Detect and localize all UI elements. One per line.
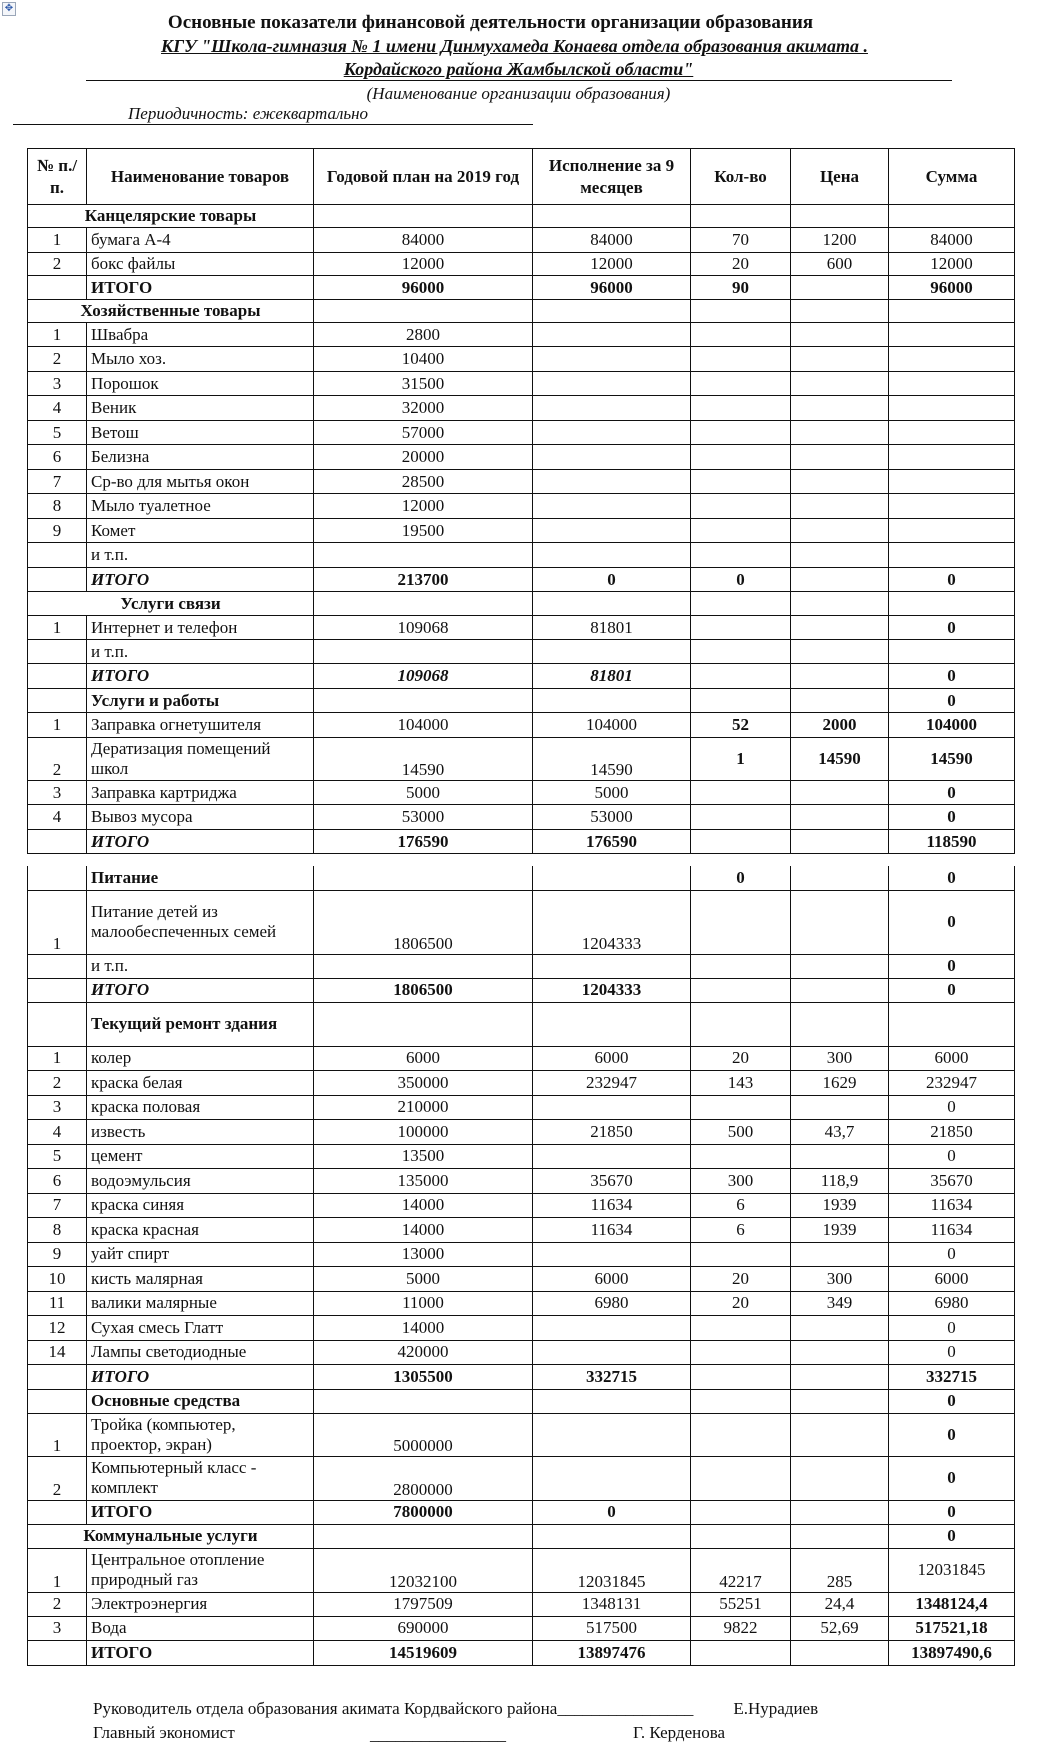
table-row: 1 колер 6000 6000 20 300 6000 [28, 1046, 1015, 1070]
total-row: ИТОГО 7800000 0 0 [28, 1500, 1015, 1524]
table-row: 8 краска красная 14000 11634 6 1939 11634 [28, 1217, 1015, 1242]
table-row: 2 Дератизация помещений школ 14590 14590 1 14590 14590 [28, 738, 1015, 781]
table-row: 4 Вывоз мусора 53000 53000 0 [28, 805, 1015, 830]
organization-name-line2: Кордайского района Жамбылской области" [343, 59, 694, 79]
section-title: Хозяйственные товары [28, 300, 314, 323]
col-header-execution: Исполнение за 9 месяцев [533, 149, 691, 205]
total-row: ИТОГО 1806500 1204333 0 [28, 978, 1015, 1002]
section-title: Канцелярские товары [28, 205, 314, 228]
organization-name-line1: КГУ "Школа-гимназия № 1 имени Динмухамеда Конаева отдела образования акимата . [161, 36, 868, 56]
table-row: 11 валики малярные 11000 6980 20 349 6980 [28, 1291, 1015, 1315]
signature-economist-name: Г. Керденова [633, 1723, 726, 1742]
table-row: 9 Комет 19500 [28, 519, 1015, 543]
section-title: Услуги связи [28, 592, 314, 616]
section-header-row: Основные средства 0 [28, 1389, 1015, 1413]
section-title: Коммунальные услуги [28, 1524, 314, 1548]
organization-caption: (Наименование организации образования) [366, 84, 671, 103]
economist-signature-line: ________________ [370, 1725, 506, 1744]
section-header-row [28, 300, 1015, 323]
table-row: 2 Компьютерный класс - комплект 2800000 0 [28, 1456, 1015, 1500]
section-header-row: Услуги и работы 0 [28, 689, 1015, 713]
table-move-handle-icon[interactable]: ✥ [2, 2, 16, 16]
section-title: Питание [87, 866, 314, 890]
head-signature-line: ________________ [557, 1699, 694, 1718]
table-row: и т.п. [28, 640, 1015, 664]
table-row: и т.п. 0 [28, 954, 1015, 978]
financial-table-part2 [27, 866, 1015, 1666]
col-header-name: Наименование товаров [87, 149, 314, 205]
table-row: 3 Вода 690000 517500 9822 52,69 517521,18 [28, 1616, 1015, 1640]
table-row: 7 краска синяя 14000 11634 6 1939 11634 [28, 1193, 1015, 1217]
table-row: 4 Веник 32000 [28, 396, 1015, 421]
col-header-plan: Годовой план на 2019 год [314, 149, 533, 205]
table-row: 14 Лампы светодиодные 420000 0 [28, 1340, 1015, 1364]
table-row: 9 уайт спирт 13000 0 [28, 1242, 1015, 1266]
total-row: ИТОГО 14519609 13897476 13897490,6 [28, 1640, 1015, 1665]
table-row: 1 бумага А-4 84000 84000 70 1200 84000 [28, 228, 1015, 253]
divider [13, 124, 533, 125]
table-row: 8 Мыло туалетное 12000 [28, 494, 1015, 519]
col-header-number: № п./п. [28, 149, 87, 205]
head-role: Руководитель отдела образования акимата Кордвайского района [93, 1699, 558, 1718]
section-header-row [28, 592, 1015, 616]
table-row: 3 Порошок 31500 [28, 372, 1015, 396]
head-name: Е.Нурадиев [733, 1699, 819, 1718]
total-row: ИТОГО 109068 81801 0 [28, 664, 1015, 689]
table-row: 1 Питание детей из малообеспеченных семей 1806500 1204333 0 [28, 890, 1015, 954]
table-row: 10 кисть малярная 5000 6000 20 300 6000 [28, 1266, 1015, 1291]
table-row: 12 Сухая смесь Глатт 14000 0 [28, 1315, 1015, 1340]
section-title: Основные средства [87, 1389, 314, 1413]
total-row: ИТОГО 213700 0 0 0 [28, 568, 1015, 592]
table-row: 3 Заправка картриджа 5000 5000 0 [28, 781, 1015, 805]
table-row: 1 Интернет и телефон 109068 81801 0 [28, 616, 1015, 640]
total-row: ИТОГО 1305500 332715 332715 [28, 1364, 1015, 1389]
col-header-price: Цена [791, 149, 889, 205]
table-row: 2 Электроэнергия 1797509 1348131 55251 24,4 1348124,4 [28, 1592, 1015, 1616]
col-header-sum: Сумма [889, 149, 1015, 205]
table-row: 2 Мыло хоз. 10400 [28, 347, 1015, 372]
table-row: 1 Заправка огнетушителя 104000 104000 52 2000 104000 [28, 713, 1015, 738]
signature-head [93, 1699, 818, 1719]
financial-table-part1 [27, 148, 1015, 854]
col-header-quantity: Кол-во [691, 149, 791, 205]
table-row: 1 Центральное отопление природный газ 12032100 12031845 42217 285 12031845 [28, 1548, 1015, 1592]
signature-economist-role: Главный экономист [93, 1723, 235, 1742]
table-row: 1 Тройка (компьютер, проектор, экран) 5000000 0 [28, 1413, 1015, 1456]
periodicity-label: Периодичность: ежеквартально [128, 104, 369, 123]
table-header-row [28, 149, 1015, 205]
section-title: Текущий ремонт здания [87, 1002, 314, 1046]
section-header-row: Коммунальные услуги 0 [28, 1524, 1015, 1548]
table-row: 5 Ветош 57000 [28, 421, 1015, 445]
section-header-row [28, 1002, 1015, 1046]
table-row: 1 Швабра 2800 [28, 323, 1015, 347]
table-row: 6 Белизна 20000 [28, 445, 1015, 470]
section-title: Услуги и работы [87, 689, 314, 713]
document-title: Основные показатели финансовой деятельности организации образования [167, 12, 814, 33]
table-row: 3 краска половая 210000 0 [28, 1095, 1015, 1119]
table-row: 7 Ср-во для мытья окон 28500 [28, 470, 1015, 494]
section-header-row: Питание 0 0 [28, 866, 1015, 890]
total-row: ИТОГО 96000 96000 90 96000 [28, 276, 1015, 300]
table-row: 2 бокс файлы 12000 12000 20 600 12000 [28, 253, 1015, 276]
table-row: 6 водоэмульсия 135000 35670 300 118,9 35670 [28, 1168, 1015, 1193]
table-row: 2 краска белая 350000 232947 143 1629 232947 [28, 1070, 1015, 1095]
total-row: ИТОГО 176590 176590 118590 [28, 830, 1015, 854]
section-header-row [28, 205, 1015, 228]
divider [86, 80, 952, 81]
table-row: 4 известь 100000 21850 500 43,7 21850 [28, 1119, 1015, 1144]
table-row: 5 цемент 13500 0 [28, 1144, 1015, 1168]
table-row: и т.п. [28, 543, 1015, 568]
